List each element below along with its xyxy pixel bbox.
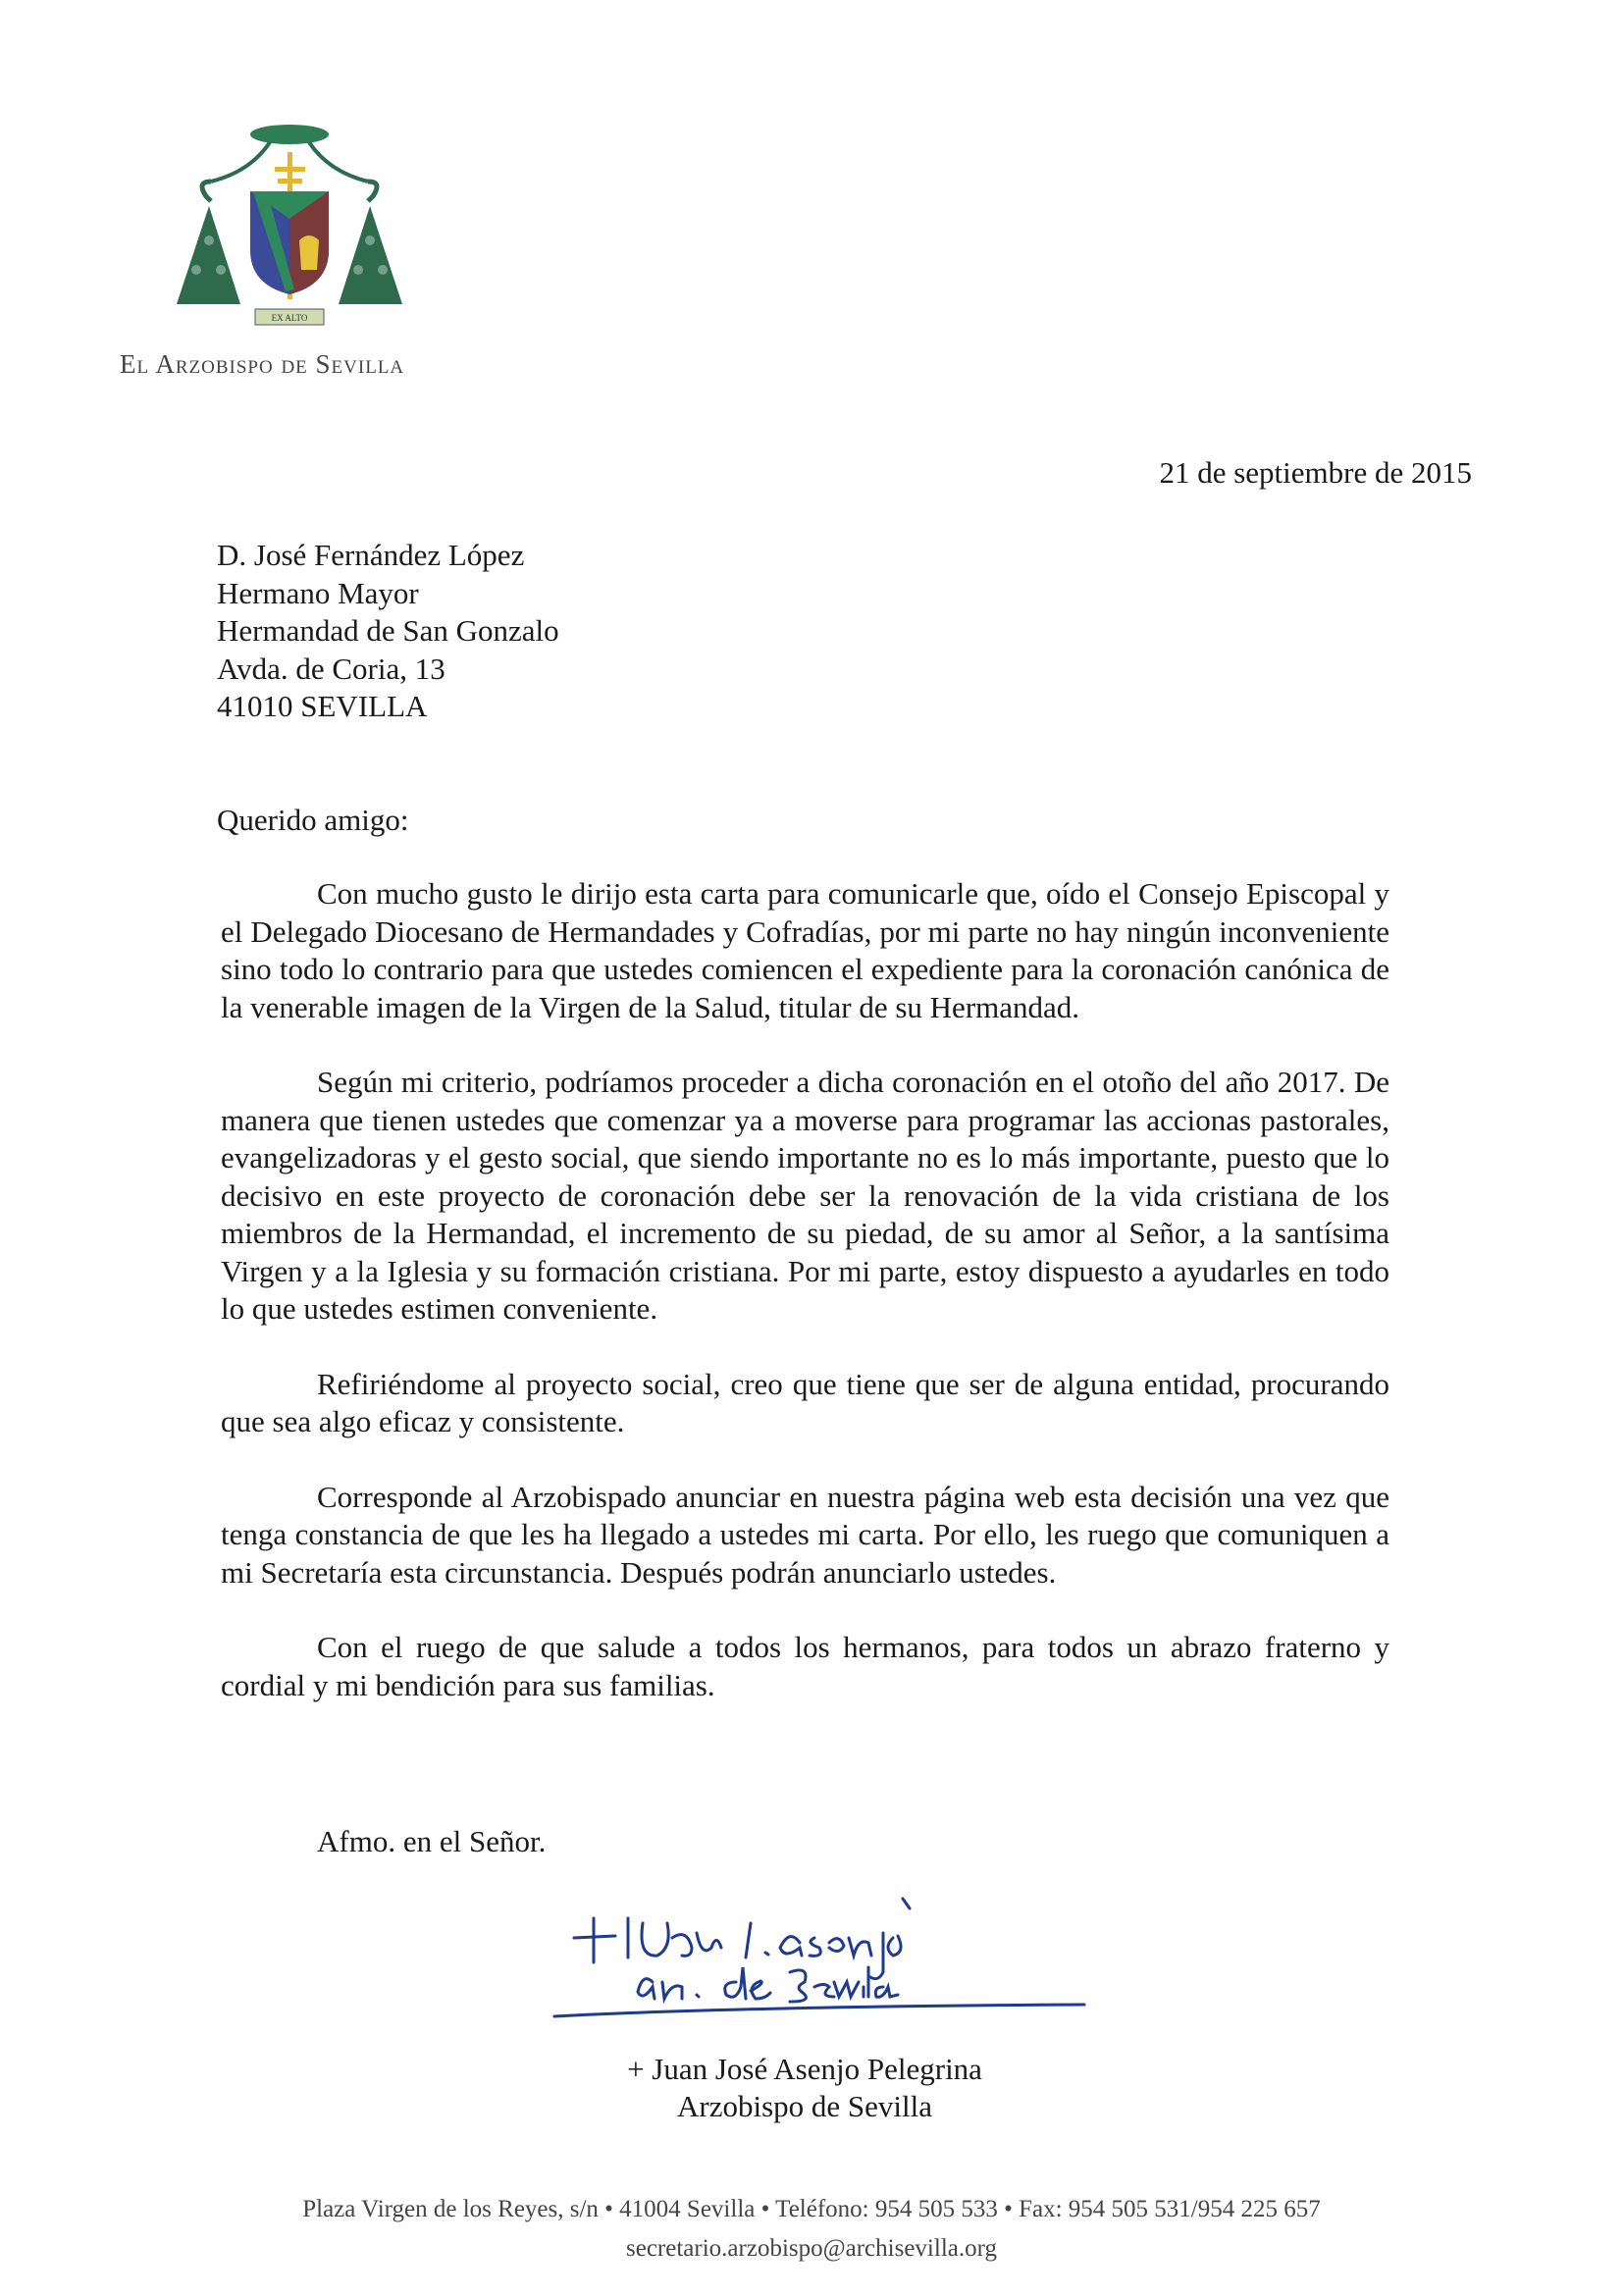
- paragraph: Con el ruego de que salude a todos los hermanos, para todos un abrazo fraterno y cordial y mi bendición para sus familias.: [221, 1630, 1389, 1702]
- coat-of-arms-logo: [172, 113, 407, 334]
- footer: [0, 2190, 1623, 2269]
- letterhead-title: El Arzobispo de Sevilla: [120, 349, 405, 379]
- paragraph: Refiriéndome al proyecto social, creo que tiene que ser de alguna entidad, procurando que sea algo eficaz y consistente.: [221, 1366, 1389, 1438]
- paragraph: Corresponde al Arzobispado anunciar en nuestra página web esta decisión una vez que tenga constancia de que les ha llegado a ustedes mi carta. Por ello, les ruego que comuniquen a mi Secretaría esta circunstancia. Después podrán anunciarlo ustedes.: [221, 1479, 1389, 1590]
- salutation: Querido amigo:: [217, 803, 409, 837]
- signer-name: + Juan José Asenjo Pelegrina: [627, 2052, 982, 2086]
- recipient-city: 41010 SEVILLA: [217, 689, 428, 723]
- closing: Afmo. en el Señor.: [317, 1824, 547, 1858]
- recipient-position: Hermano Mayor: [217, 575, 419, 610]
- letter-body: [221, 875, 1389, 1742]
- footer-address: Plaza Virgen de los Reyes, s/n • 41004 Sevilla • Teléfono: 954 505 533 • Fax: 954 505 531/954 225 657: [302, 2196, 1321, 2222]
- recipient-address: [217, 537, 559, 726]
- paragraph: Según mi criterio, podríamos proceder a dicha coronación en el otoño del año 2017. De manera que tienen ustedes que comenzar ya a moverse para programar las accionas pastorales, evangelizadoras y el gesto social, que siendo importante no es lo más importante, puesto que lo decisivo en este proyecto de coronación debe ser la renovación de la vida cristiana de los miembros de la Hermandad, el incremento de su piedad, de su amor al Señor, a la santísima Virgen y a la Iglesia y su formación cristiana. Por mi parte, estoy dispuesto a ayudarles en todo lo que ustedes estimen conveniente.: [221, 1065, 1389, 1326]
- recipient-name: D. José Fernández López: [217, 538, 525, 572]
- signer-block: [550, 2051, 1060, 2125]
- letter-date: 21 de septiembre de 2015: [1159, 455, 1472, 490]
- crest-motto: EX ALTO: [271, 313, 308, 323]
- paragraph: Con mucho gusto le dirijo esta carta para comunicarle que, oído el Consejo Episcopal y el Delegado Diocesano de Hermandades y Cofradías, por mi parte no hay ningún inconveniente sino todo lo contrario para que ustedes comiencen el expediente para la coronación canónica de la venerable imagen de la Virgen de la Salud, titular de su Hermandad.: [221, 876, 1389, 1024]
- handwritten-signature: [545, 1889, 1094, 2036]
- recipient-organization: Hermandad de San Gonzalo: [217, 613, 559, 648]
- signer-title: Arzobispo de Sevilla: [676, 2089, 932, 2123]
- recipient-street: Avda. de Coria, 13: [217, 651, 445, 686]
- footer-email[interactable]: secretario.arzobispo@archisevilla.org: [626, 2235, 997, 2262]
